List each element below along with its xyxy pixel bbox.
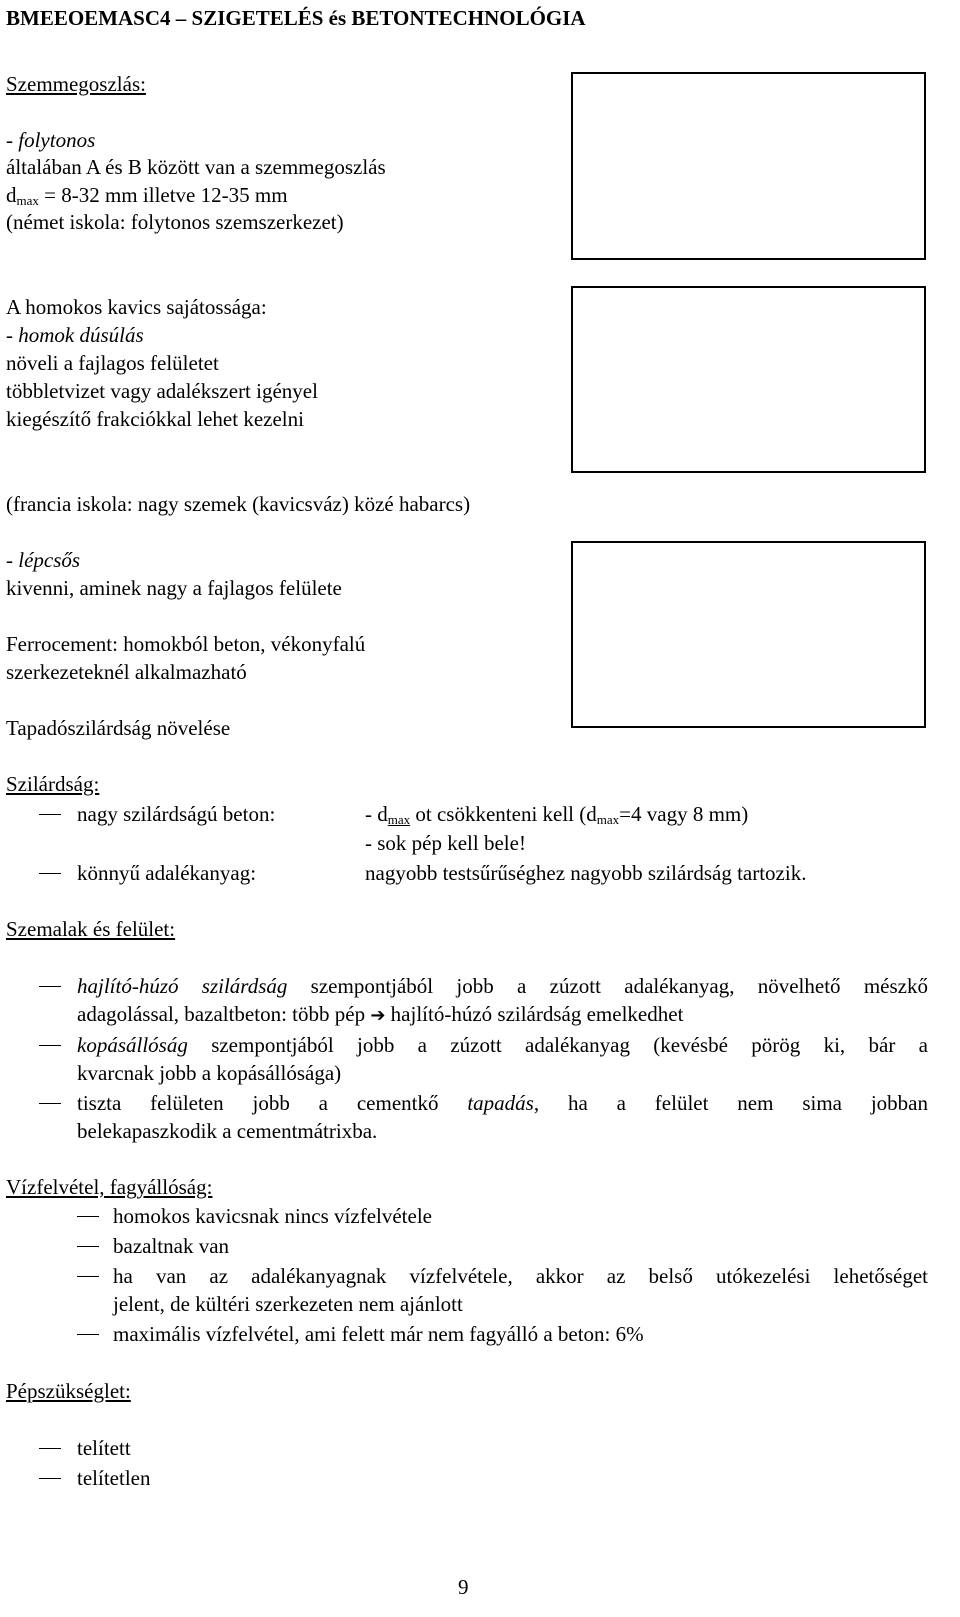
- list-item-continuation: jelent, de kültéri szerkezeten nem ajánlott: [113, 1292, 463, 1316]
- list-item-label: nagy szilárdságú beton:: [77, 802, 276, 826]
- document-title: BMEEOEMASC4 – SZIGETELÉS és BETONTECHNOLÓGIA: [6, 6, 586, 30]
- dash-bullet-icon: [39, 1448, 61, 1449]
- section-heading-pepszukseglet: Pépszükséglet:: [6, 1379, 131, 1403]
- section-heading-szemmegoszlas: Szemmegoszlás:: [6, 72, 146, 96]
- text-line: általában A és B között van a szemmegoszlás: [6, 155, 386, 179]
- list-item: tiszta felületen jobb a cementkő tapadás, ha a felület nem sima jobban: [77, 1091, 928, 1115]
- arrow-right-icon: ➔: [370, 1005, 386, 1026]
- text-line: (német iskola: folytonos szemszerkezet): [6, 210, 344, 234]
- list-item-continuation: belekapaszkodik a cementmátrixba.: [77, 1119, 378, 1143]
- list-item-continuation: adagolással, bazaltbeton: több pép ➔ hajlító-húzó szilárdság emelkedhet: [77, 1002, 684, 1026]
- dash-bullet-icon: [39, 1045, 61, 1046]
- figure-frame-2: [571, 286, 926, 473]
- text-line: Ferrocement: homokból beton, vékonyfalú: [6, 632, 366, 656]
- dash-bullet-icon: [39, 1478, 61, 1479]
- text-line: többletvizet vagy adalékszert igényel: [6, 379, 318, 403]
- folytonos-label: - folytonos: [6, 128, 96, 152]
- text-line: kiegészítő frakciókkal lehet kezelni: [6, 407, 304, 431]
- page-number: 9: [458, 1575, 469, 1599]
- list-item-value: nagyobb testsűrűséghez nagyobb szilárdság tartozik.: [365, 861, 807, 885]
- list-item: ha van az adalékanyagnak vízfelvétele, akkor az belső utókezelési lehetőséget: [113, 1264, 928, 1288]
- dusulas-line: - homok dúsúlás: [6, 323, 144, 347]
- text-line: Tapadószilárdság növelése: [6, 716, 231, 740]
- list-item: telített: [77, 1436, 131, 1460]
- list-item: maximális vízfelvétel, ami felett már nem fagyálló a beton: 6%: [113, 1322, 644, 1346]
- list-item: kopásállóság szempontjából jobb a zúzott adalékanyag (kevésbé pörög ki, bár a: [77, 1033, 928, 1057]
- list-item-value: - $d_{max}$ ot csökkenteni kell ($d_{max}=4$ vagy 8 mm): [365, 802, 749, 827]
- dash-bullet-icon: [39, 986, 61, 987]
- dash-bullet-icon: [77, 1276, 99, 1277]
- text-line: szerkezeteknél alkalmazható: [6, 660, 247, 684]
- dash-bullet-icon: [39, 814, 61, 815]
- list-item-label: könnyű adalékanyag:: [77, 861, 257, 885]
- text-line: A homokos kavics sajátossága:: [6, 295, 267, 319]
- figure-frame-1: [571, 72, 926, 260]
- section-heading-szemalak: Szemalak és felület:: [6, 917, 176, 941]
- list-item-value: - sok pép kell bele!: [365, 831, 526, 855]
- list-item: bazaltnak van: [113, 1234, 230, 1258]
- list-item: homokos kavicsnak nincs vízfelvétele: [113, 1204, 432, 1228]
- lepcsos-line: - lépcsős: [6, 548, 81, 572]
- list-item-continuation: kvarcnak jobb a kopásállósága): [77, 1061, 342, 1085]
- figure-frame-3: [571, 541, 926, 728]
- text-line: kivenni, aminek nagy a fajlagos felülete: [6, 576, 342, 600]
- text-line: (francia iskola: nagy szemek (kavicsváz) közé habarcs): [6, 492, 471, 516]
- dash-bullet-icon: [39, 1103, 61, 1104]
- text-line: növeli a fajlagos felületet: [6, 351, 219, 375]
- dash-bullet-icon: [77, 1216, 99, 1217]
- list-item: telítetlen: [77, 1466, 151, 1490]
- section-heading-vizfelvetel: Vízfelvétel, fagyállóság:: [6, 1175, 213, 1199]
- list-item: hajlító-húzó szilárdság szempontjából jobb a zúzott adalékanyag, növelhető mészkő: [77, 974, 928, 998]
- dash-bullet-icon: [39, 873, 61, 874]
- dash-bullet-icon: [77, 1334, 99, 1335]
- dmax-line: $d_{max} = 8-32$ mm illetve 12-35 mm: [6, 183, 288, 208]
- dash-bullet-icon: [77, 1246, 99, 1247]
- section-heading-szilardsag: Szilárdság:: [6, 772, 100, 796]
